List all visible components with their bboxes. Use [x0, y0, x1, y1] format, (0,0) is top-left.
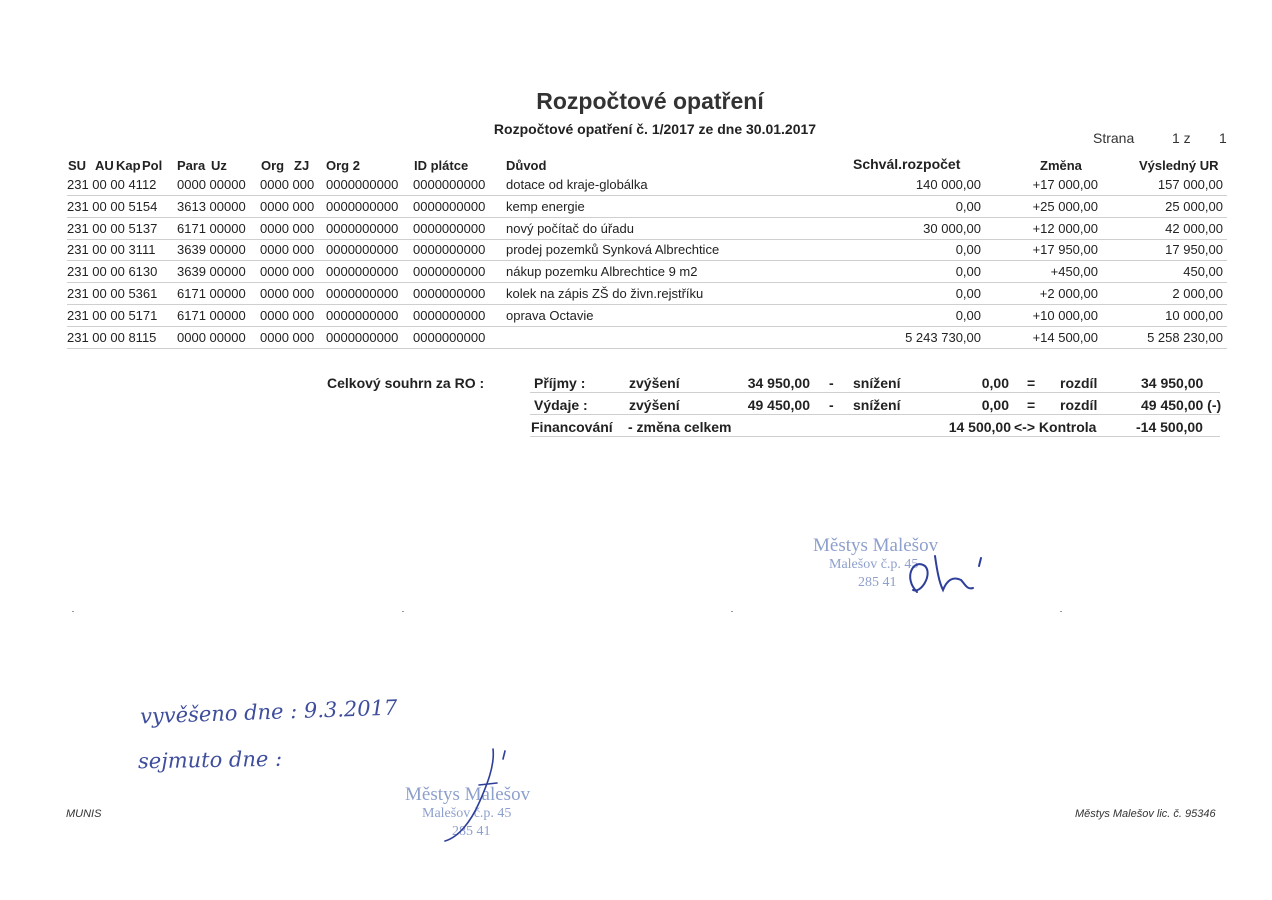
- header-org: Org: [261, 158, 285, 173]
- stamp-top-line1: Městys Malešov: [813, 535, 939, 556]
- prijmy-dash: -: [829, 375, 834, 391]
- prijmy-zvyseni-label: zvýšení: [629, 375, 680, 391]
- header-id-platce: ID plátce: [414, 158, 469, 173]
- row-vysledny-ur: 10 000,00: [1165, 307, 1223, 323]
- row-zmena: +450,00: [1050, 264, 1098, 280]
- vydaje-snizeni-label: snížení: [853, 397, 901, 413]
- row-org-zj: 0000 000: [260, 242, 315, 258]
- row-org2: 0000000000: [326, 307, 399, 323]
- row-schvaleny-rozpocet: 0,00: [955, 264, 981, 280]
- row-org2: 0000000000: [326, 286, 399, 301]
- row-divider: [67, 195, 1227, 196]
- vydaje-zvyseni-label: zvýšení: [629, 397, 680, 413]
- row-org2: 0000000000: [326, 177, 399, 192]
- row-org-zj: 0000 000: [260, 286, 315, 301]
- row-code: 231 00 00 5154: [67, 198, 158, 214]
- handwritten-removed-date: sejmuto dne :: [137, 746, 283, 774]
- row-org2: 0000000000: [326, 242, 399, 258]
- row-duvod: dotace od kraje-globálka: [506, 177, 648, 192]
- header-org2: Org 2: [326, 158, 360, 173]
- vydaje-zvyseni-value: 49 450,00: [747, 397, 810, 413]
- row-zmena: +10 000,00: [1032, 307, 1098, 323]
- row-zmena: +17 950,00: [1032, 242, 1098, 258]
- row-duvod: oprava Octavie: [506, 307, 594, 323]
- row-schvaleny-rozpocet: 30 000,00: [923, 220, 981, 236]
- row-schvaleny-rozpocet: 0,00: [955, 286, 981, 301]
- summary-rule-3: [530, 436, 1220, 437]
- row-code: 231 00 00 3111: [67, 242, 156, 258]
- prijmy-equals: =: [1027, 375, 1036, 391]
- row-zmena: +17 000,00: [1032, 177, 1098, 192]
- page-current: 1 z: [1172, 130, 1191, 146]
- row-para-uz: 6171 00000: [177, 307, 246, 323]
- row-schvaleny-rozpocet: 0,00: [955, 198, 981, 214]
- page-total: 1: [1219, 130, 1227, 146]
- prijmy-zvyseni-value: 34 950,00: [747, 375, 810, 391]
- row-id-platce: 0000000000: [413, 177, 486, 192]
- row-org-zj: 0000 000: [260, 264, 315, 280]
- row-para-uz: 3639 00000: [177, 242, 246, 258]
- row-schvaleny-rozpocet: 0,00: [955, 307, 981, 323]
- row-id-platce: 0000000000: [413, 329, 486, 345]
- header-uz: Uz: [211, 158, 227, 173]
- row-org-zj: 0000 000: [260, 307, 315, 323]
- row-duvod: prodej pozemků Synková Albrechtice: [506, 242, 720, 258]
- stamp-bottom-line2: Malešov č.p. 45: [422, 806, 512, 821]
- vydaje-label: Výdaje :: [534, 397, 588, 413]
- row-org2: 0000000000: [326, 329, 399, 345]
- vydaje-rozdil-label: rozdíl: [1060, 397, 1098, 413]
- row-code: 231 00 00 8115: [67, 329, 157, 345]
- row-id-platce: 0000000000: [413, 242, 486, 258]
- row-para-uz: 3639 00000: [177, 264, 246, 280]
- stamp-bottom-line3: 285 41: [452, 824, 491, 839]
- summary-rule-2: [530, 414, 1220, 415]
- row-vysledny-ur: 157 000,00: [1157, 177, 1223, 192]
- row-org-zj: 0000 000: [260, 177, 315, 192]
- prijmy-snizeni-value: 0,00: [981, 375, 1009, 391]
- header-su: SU: [68, 158, 87, 173]
- row-para-uz: 0000 00000: [177, 329, 246, 345]
- header-duvod: Důvod: [506, 158, 547, 173]
- dot-3: [731, 611, 733, 612]
- document-subtitle: Rozpočtové opatření č. 1/2017 ze dne 30.01.2017: [493, 121, 817, 137]
- prijmy-rozdil-value: 34 950,00: [1141, 375, 1204, 391]
- summary-label: Celkový souhrn za RO :: [327, 375, 485, 391]
- row-org2: 0000000000: [326, 220, 399, 236]
- vydaje-equals: =: [1027, 397, 1036, 413]
- row-para-uz: 3613 00000: [177, 198, 246, 214]
- prijmy-snizeni-label: snížení: [853, 375, 901, 391]
- row-code: 231 00 00 6130: [67, 264, 158, 280]
- financovani-label: Financování: [531, 419, 613, 435]
- page-label: Strana: [1093, 130, 1135, 146]
- row-vysledny-ur: 25 000,00: [1165, 198, 1223, 214]
- prijmy-rozdil-label: rozdíl: [1060, 375, 1098, 391]
- row-vysledny-ur: 42 000,00: [1165, 220, 1223, 236]
- row-org-zj: 0000 000: [260, 329, 315, 345]
- row-id-platce: 0000000000: [413, 286, 486, 301]
- row-divider: [67, 348, 1227, 349]
- row-vysledny-ur: 17 950,00: [1165, 242, 1223, 258]
- dot-4: [1060, 611, 1062, 612]
- header-vysledny-ur: Výsledný UR: [1139, 158, 1219, 173]
- row-vysledny-ur: 5 258 230,00: [1147, 329, 1223, 345]
- row-divider: [67, 282, 1227, 283]
- header-au: AU: [95, 158, 114, 173]
- row-id-platce: 0000000000: [413, 220, 486, 236]
- row-vysledny-ur: 450,00: [1183, 264, 1223, 280]
- signature-bottom: [435, 745, 525, 845]
- handwritten-posted-date: vyvěšeno dne : 9.3.2017: [139, 695, 398, 729]
- row-code: 231 00 00 4112: [67, 177, 157, 192]
- row-duvod: nákup pozemku Albrechtice 9 m2: [506, 264, 698, 280]
- row-divider: [67, 260, 1227, 261]
- financovani-zmena-label: - změna celkem: [628, 419, 732, 435]
- row-org-zj: 0000 000: [260, 220, 315, 236]
- header-zmena: Změna: [1040, 158, 1082, 173]
- row-zmena: +2 000,00: [1039, 286, 1098, 301]
- row-schvaleny-rozpocet: 5 243 730,00: [905, 329, 981, 345]
- row-divider: [67, 217, 1227, 218]
- footer-license: Městys Malešov lic. č. 95346: [1075, 808, 1216, 820]
- header-schvaleny-rozpocet: Schvál.rozpočet: [853, 156, 961, 172]
- row-id-platce: 0000000000: [413, 307, 486, 323]
- row-duvod: kemp energie: [506, 198, 585, 214]
- row-zmena: +12 000,00: [1032, 220, 1098, 236]
- kontrola-label: <-> Kontrola: [1014, 419, 1097, 435]
- row-duvod: nový počítač do úřadu: [506, 220, 634, 236]
- row-code: 231 00 00 5171: [67, 307, 158, 323]
- stamp-bottom-line1: Městys Malešov: [405, 784, 531, 805]
- row-duvod: kolek na zápis ZŠ do živn.rejstříku: [506, 286, 704, 301]
- document-title: Rozpočtové opatření: [536, 88, 764, 114]
- stamp-top-line3: 285 41: [858, 575, 897, 590]
- row-divider: [67, 304, 1227, 305]
- vydaje-snizeni-value: 0,00: [981, 397, 1009, 413]
- footer-software: MUNIS: [66, 808, 102, 820]
- prijmy-label: Příjmy :: [534, 375, 586, 391]
- row-schvaleny-rozpocet: 140 000,00: [915, 177, 981, 192]
- row-org2: 0000000000: [326, 198, 399, 214]
- dot-2: [402, 611, 404, 612]
- row-divider: [67, 239, 1227, 240]
- row-code: 231 00 00 5361: [67, 286, 158, 301]
- row-divider: [67, 326, 1227, 327]
- header-para: Para: [177, 158, 206, 173]
- row-para-uz: 0000 00000: [177, 177, 246, 192]
- header-pol: Pol: [142, 158, 163, 173]
- row-zmena: +25 000,00: [1032, 198, 1098, 214]
- header-zj: ZJ: [294, 158, 310, 173]
- row-id-platce: 0000000000: [413, 264, 486, 280]
- kontrola-value: -14 500,00: [1136, 419, 1203, 435]
- row-org2: 0000000000: [326, 264, 399, 280]
- stamp-top-line2: Malešov č.p. 45: [829, 557, 919, 572]
- vydaje-rozdil-value: 49 450,00 (-): [1141, 397, 1222, 413]
- dot-1: [72, 611, 74, 612]
- vydaje-dash: -: [829, 397, 834, 413]
- row-code: 231 00 00 5137: [67, 220, 158, 236]
- row-vysledny-ur: 2 000,00: [1172, 286, 1223, 301]
- row-id-platce: 0000000000: [413, 198, 486, 214]
- row-zmena: +14 500,00: [1032, 329, 1098, 345]
- summary-rule-1: [530, 392, 1220, 393]
- row-org-zj: 0000 000: [260, 198, 315, 214]
- header-kap: Kap: [116, 158, 141, 173]
- row-schvaleny-rozpocet: 0,00: [955, 242, 981, 258]
- signature-top: [895, 550, 985, 598]
- financovani-value: 14 500,00: [948, 419, 1011, 435]
- row-para-uz: 6171 00000: [177, 220, 246, 236]
- row-para-uz: 6171 00000: [177, 286, 246, 301]
